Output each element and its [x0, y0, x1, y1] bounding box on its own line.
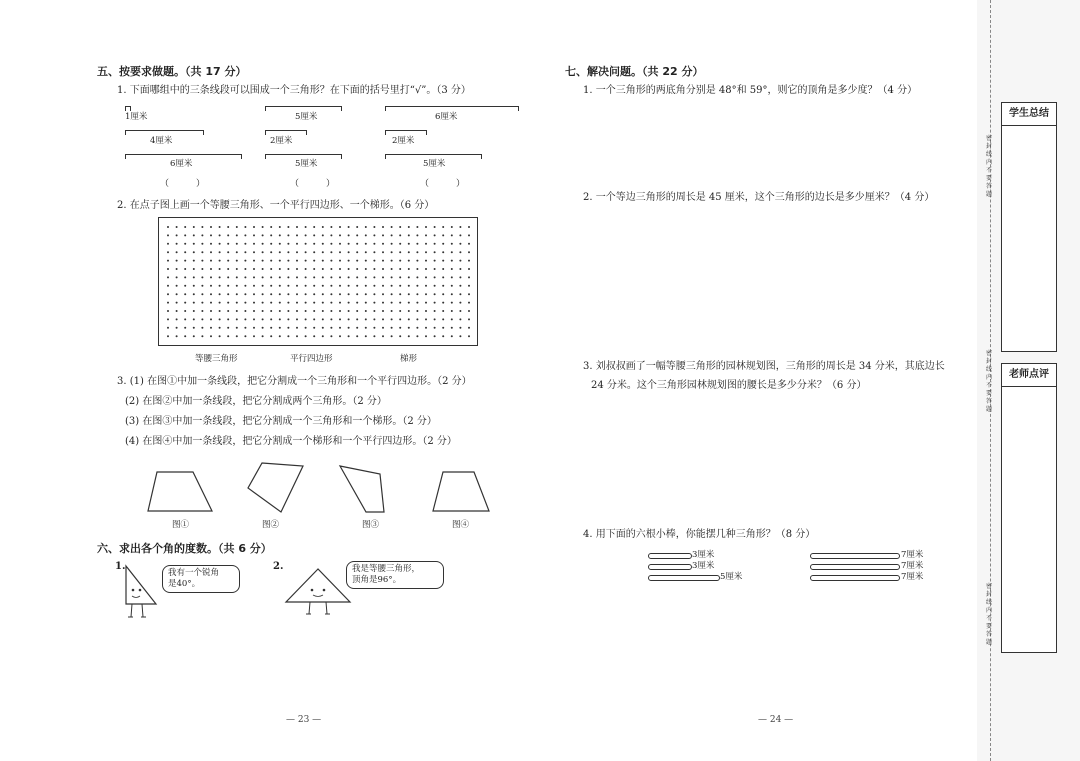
- figure-1-shape: [148, 472, 212, 511]
- stick-label: 3厘米: [692, 550, 715, 560]
- figure-2-label: 图②: [262, 520, 280, 530]
- section-7-title: 七、解决问题。（共 22 分）: [565, 65, 704, 78]
- segment-label: 5厘米: [423, 159, 446, 169]
- stick: [648, 564, 692, 570]
- segment-line: [125, 130, 204, 135]
- speech-line: 是40°。: [168, 579, 201, 589]
- segment-label: 5厘米: [295, 159, 318, 169]
- segment-line: [385, 106, 519, 111]
- figure-2-shape: [248, 463, 303, 512]
- q5-3-line-3: (3) 在图③中加一条线段，把它分割成一个三角形和一个梯形。（2 分）: [125, 416, 437, 427]
- q5-1-text: 1. 下面哪组中的三条线段可以围成一个三角形？在下面的括号里打“√”。（3 分）: [117, 85, 471, 96]
- figure-3-shape: [340, 466, 384, 512]
- q7-3-line-1: 3. 刘叔叔画了一幅等腰三角形的园林规划图，三角形的周长是 34 分米，其底边长: [583, 361, 945, 372]
- figure-3-label: 图③: [362, 520, 380, 530]
- q5-3-line-1: 3. (1) 在图①中加一条线段，把它分割成一个三角形和一个平行四边形。（2 分）: [117, 376, 472, 387]
- segment-label: 6厘米: [435, 112, 458, 122]
- q7-1-text: 1. 一个三角形的两底角分别是 48°和 59°，则它的顶角是多少度？（4 分）: [583, 85, 918, 96]
- segment-label: 5厘米: [295, 112, 318, 122]
- section-5-title: 五、按要求做题。（共 17 分）: [97, 65, 247, 78]
- segment-label: 6厘米: [170, 159, 193, 169]
- q5-3-line-4: (4) 在图④中加一条线段，把它分割成一个梯形和一个平行四边形。（2 分）: [125, 436, 457, 447]
- segment-line: [385, 130, 427, 135]
- segment-label: 2厘米: [392, 136, 415, 146]
- q6-2-number: 2.: [273, 561, 284, 572]
- dot-grid-label-parallelogram: 平行四边形: [290, 354, 333, 364]
- stick-label: 7厘米: [901, 572, 924, 582]
- page-number-right: — 24 —: [758, 715, 794, 725]
- student-summary-title: 学生总结: [1002, 103, 1056, 126]
- segment-label: 4厘米: [150, 136, 173, 146]
- q5-2-text: 2. 在点子图上画一个等腰三角形、一个平行四边形、一个梯形。（6 分）: [117, 200, 435, 211]
- speech-bubble-2: [346, 561, 444, 589]
- q5-3-line-2: (2) 在图②中加一条线段，把它分割成两个三角形。（2 分）: [125, 396, 387, 407]
- stick-label: 7厘米: [901, 561, 924, 571]
- cut-notice-3: 密 封 线 内 不 要 答 题: [985, 583, 992, 646]
- segment-line: [265, 130, 307, 135]
- dot-grid-label-triangle: 等腰三角形: [195, 354, 238, 364]
- speech-line: 我是等腰三角形，: [352, 564, 421, 574]
- answer-bracket[interactable]: （ ）: [290, 179, 336, 189]
- page-number-left: — 23 —: [286, 715, 322, 725]
- right-triangle-character: [118, 562, 163, 622]
- cut-notice-2: 密 封 线 内 不 要 答 题: [985, 350, 992, 413]
- stick: [648, 575, 720, 581]
- segment-label: 2厘米: [270, 136, 293, 146]
- q6-1-number: 1.: [115, 561, 126, 572]
- stick-label: 7厘米: [901, 550, 924, 560]
- speech-line: 我有一个锐角: [168, 568, 220, 578]
- speech-bubble-1: [162, 565, 240, 593]
- q7-3-line-2: 24 分米。这个三角形园林规划图的腰长是多少分米？（6 分）: [591, 380, 867, 391]
- teacher-comment-box[interactable]: [1001, 363, 1057, 653]
- stick: [648, 553, 692, 559]
- stick-label: 5厘米: [720, 572, 743, 582]
- dot-grid[interactable]: [158, 217, 478, 346]
- stick: [810, 553, 900, 559]
- answer-bracket[interactable]: （ ）: [420, 179, 466, 189]
- segment-line: [125, 106, 131, 111]
- isosceles-triangle-character: [282, 566, 354, 621]
- student-summary-box[interactable]: [1001, 102, 1057, 352]
- q7-4-text: 4. 用下面的六根小棒，你能摆几种三角形？（8 分）: [583, 529, 816, 540]
- section-6-title: 六、求出各个角的度数。（共 6 分）: [97, 542, 272, 555]
- stick: [810, 564, 900, 570]
- segment-line: [265, 106, 342, 111]
- figure-1-label: 图①: [172, 520, 190, 530]
- teacher-comment-title: 老师点评: [1002, 364, 1056, 387]
- figure-4-label: 图④: [452, 520, 470, 530]
- answer-bracket[interactable]: （ ）: [160, 179, 206, 189]
- cut-notice-1: 密 封 线 内 不 要 答 题: [985, 135, 992, 198]
- q5-3-figures[interactable]: [140, 460, 500, 520]
- speech-line: 顶角是96°。: [352, 575, 402, 585]
- dot-grid-label-trapezoid: 梯形: [400, 354, 418, 364]
- stick: [810, 575, 900, 581]
- figure-4-shape: [433, 472, 489, 511]
- q7-2-text: 2. 一个等边三角形的周长是 45 厘米，这个三角形的边长是多少厘米？（4 分）: [583, 192, 935, 203]
- stick-label: 3厘米: [692, 561, 715, 571]
- segment-label: 1厘米: [125, 112, 148, 122]
